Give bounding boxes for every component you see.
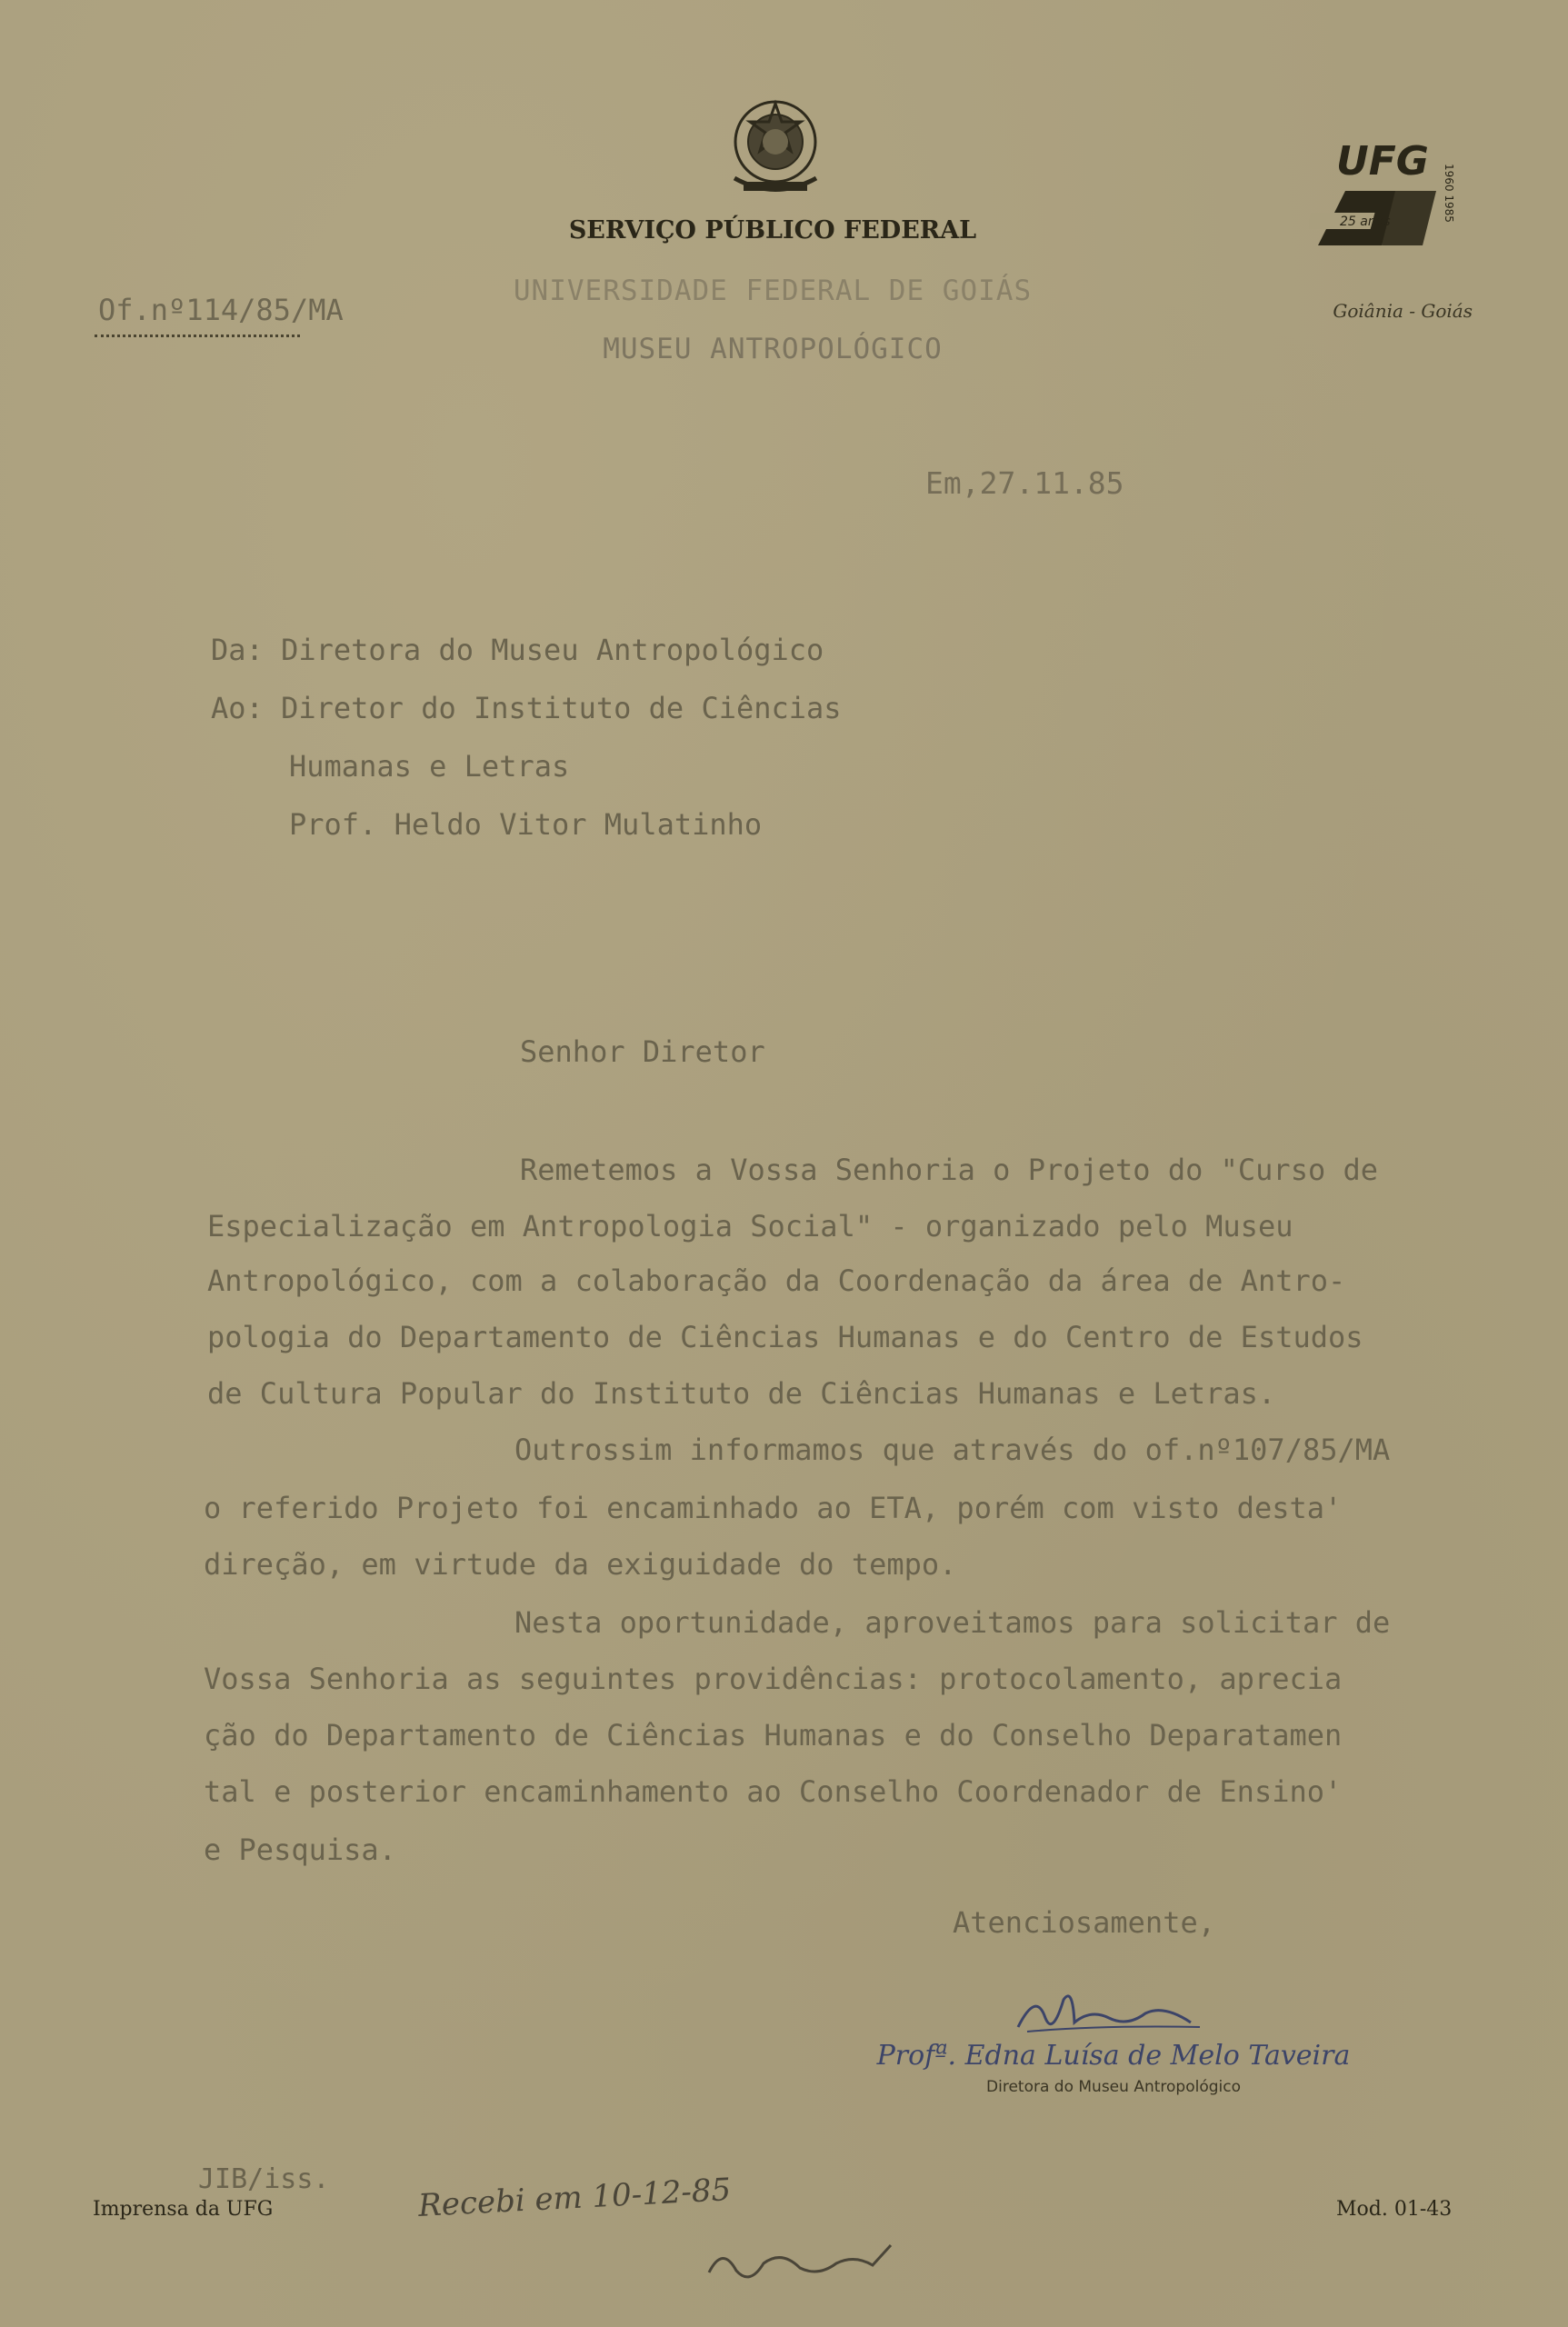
body-line: pologia do Departamento de Ciências Humanas e do Centro de Estudos	[207, 1320, 1363, 1354]
body-line: tal e posterior encaminhamento ao Conselho Coordenador de Ensino'	[204, 1774, 1343, 1809]
body-line: direção, em virtude da exiguidade do tempo.	[204, 1547, 957, 1582]
handwritten-initials	[700, 2236, 900, 2291]
to-line-1: Ao: Diretor do Instituto de Ciências	[211, 691, 842, 725]
city-label: Goiânia - Goiás	[1333, 300, 1473, 322]
printer-label: Imprensa da UFG	[93, 2198, 274, 2221]
ufg-logo-range: 1960 1985	[1443, 164, 1455, 223]
typist-initials: JIB/iss.	[198, 2163, 330, 2195]
to-line-2: Humanas e Letras	[289, 749, 570, 784]
handwritten-signature	[1009, 1982, 1209, 2045]
body-line: Antropológico, com a colaboração da Coordenação da área de Antro-	[207, 1263, 1346, 1298]
body-line: Outrossim informamos que através do of.nº107/85/MA	[514, 1433, 1391, 1467]
body-line: Especialização em Antropologia Social" - organizado pelo Museu	[207, 1209, 1293, 1243]
from-line: Da: Diretora do Museu Antropológico	[211, 633, 824, 667]
university-name: UNIVERSIDADE FEDERAL DE GOIÁS	[513, 275, 1033, 307]
ufg-anniversary-logo	[1309, 136, 1473, 255]
model-number: Mod. 01-43	[1336, 2198, 1453, 2221]
service-header: SERVIÇO PÚBLICO FEDERAL	[568, 216, 977, 245]
salutation: Senhor Diretor	[520, 1034, 765, 1069]
body-line: o referido Projeto foi encaminhado ao ETA, porém com visto desta'	[204, 1491, 1343, 1525]
body-line: e Pesquisa.	[204, 1833, 396, 1867]
to-line-3: Prof. Heldo Vitor Mulatinho	[289, 807, 763, 842]
body-line: ção do Departamento de Ciências Humanas e do Conselho Deparatamen	[204, 1718, 1343, 1753]
coat-of-arms-emblem	[716, 87, 834, 205]
closing: Atenciosamente,	[953, 1905, 1215, 1940]
signatory-title: Diretora do Museu Antropológico	[986, 2078, 1241, 2096]
body-line: de Cultura Popular do Instituto de Ciências Humanas e Letras.	[207, 1376, 1276, 1411]
ufg-logo-years: 25 anos	[1340, 215, 1391, 229]
ufg-logo-text: UFG	[1336, 138, 1429, 185]
received-note: Recebi em 10-12-85	[417, 2172, 733, 2224]
office-number-underline	[95, 335, 300, 337]
letter-date: Em,27.11.85	[925, 465, 1124, 501]
signatory-name: Profª. Edna Luísa de Melo Taveira	[876, 2040, 1351, 2072]
office-number: Of.nº114/85/MA	[98, 293, 344, 327]
body-line: Vossa Senhoria as seguintes providências: protocolamento, aprecia	[204, 1662, 1343, 1696]
body-line: Nesta oportunidade, aproveitamos para solicitar de	[514, 1605, 1391, 1640]
museum-name: MUSEU ANTROPOLÓGICO	[603, 333, 943, 365]
body-line: Remetemos a Vossa Senhoria o Projeto do "Curso de	[520, 1153, 1379, 1187]
